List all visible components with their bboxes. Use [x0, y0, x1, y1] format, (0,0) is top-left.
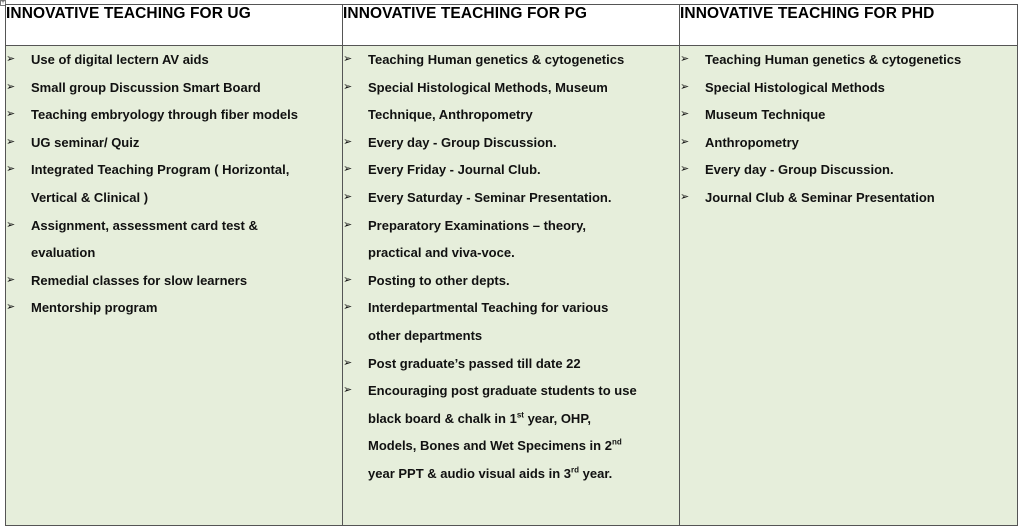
list-item: [343, 350, 679, 378]
list-item: [680, 46, 1017, 74]
list-item-text: Assignment, assessment card test & evaluation: [31, 217, 258, 261]
list-item: [6, 156, 342, 211]
list-item: [680, 74, 1017, 102]
arrow-bullet-icon: ➢: [6, 108, 16, 121]
arrow-bullet-icon: ➢: [6, 53, 16, 65]
arrow-bullet-icon: ➢: [680, 80, 690, 93]
heading-pg: INNOVATIVE TEACHING FOR PG: [343, 5, 680, 46]
ug-cell: [6, 46, 343, 526]
arrow-bullet-icon: ➢: [343, 218, 353, 231]
list-item-text: Every Friday - Journal Club.: [368, 162, 541, 178]
list-item: [6, 74, 342, 102]
list-item-text: Teaching Human genetics & cytogenetics: [368, 52, 625, 67]
list-item-text: Journal Club & Seminar Presentation: [705, 189, 935, 205]
list-item-text: UG seminar/ Quiz: [31, 134, 140, 150]
arrow-bullet-icon: ➢: [680, 108, 690, 121]
header-row: [6, 5, 1018, 46]
arrow-bullet-icon: ➢: [343, 273, 353, 286]
arrow-bullet-icon: ➢: [343, 190, 353, 203]
arrow-bullet-icon: ➢: [6, 80, 16, 93]
list-item-text: Posting to other depts.: [368, 272, 510, 288]
list-item: [6, 294, 342, 322]
list-item: [6, 101, 342, 129]
list-item-text: Preparatory Examinations – theory, practical and viva-voce.: [368, 217, 586, 261]
arrow-bullet-icon: ➢: [680, 135, 690, 148]
list-item-text: Remedial classes for slow learners: [31, 272, 248, 288]
arrow-bullet-icon: ➢: [6, 301, 16, 314]
list-item: [6, 212, 342, 267]
list-item: [343, 377, 679, 487]
table-move-handle-icon[interactable]: +: [1, 0, 5, 6]
arrow-bullet-icon: ➢: [680, 163, 690, 176]
pg-list: [343, 46, 679, 488]
list-item-text: Encouraging post graduate students to use black board & chalk in 1st year, OHP, Models, Bones and Wet Specimens in 2nd year PPT & audio visual aids in 3rd year.: [368, 383, 637, 481]
phd-list: [680, 46, 1017, 212]
list-item-text: Every day - Group Discussion.: [368, 134, 557, 150]
arrow-bullet-icon: ➢: [343, 356, 353, 369]
list-item: [343, 74, 679, 129]
arrow-bullet-icon: ➢: [6, 273, 16, 286]
list-item: [343, 212, 679, 267]
list-item-text: Special Histological Methods, Museum Technique, Anthropometry: [368, 79, 608, 123]
list-item: [680, 184, 1017, 212]
list-item: [343, 129, 679, 157]
list-item-text: Every day - Group Discussion.: [705, 162, 894, 178]
arrow-bullet-icon: ➢: [343, 53, 353, 65]
list-item-text: Interdepartmental Teaching for various other departments: [368, 300, 609, 343]
list-item: [6, 129, 342, 157]
arrow-bullet-icon: ➢: [680, 53, 690, 65]
list-item-text: Teaching embryology through fiber models: [31, 107, 299, 123]
list-item-text: Museum Technique: [705, 107, 826, 123]
list-item-text: Mentorship program: [31, 300, 158, 316]
arrow-bullet-icon: ➢: [343, 384, 353, 397]
arrow-bullet-icon: ➢: [6, 163, 16, 176]
ug-list: [6, 46, 342, 322]
list-item: [343, 184, 679, 212]
list-item: [343, 267, 679, 295]
list-item-text: Every Saturday - Seminar Presentation.: [368, 189, 612, 205]
list-item-text: Use of digital lectern AV aids: [31, 52, 209, 67]
list-item-text: Integrated Teaching Program ( Horizontal, Vertical & Clinical ): [31, 162, 290, 205]
list-item: [6, 46, 342, 74]
list-item-text: Post graduate’s passed till date 22: [368, 355, 581, 371]
arrow-bullet-icon: ➢: [6, 135, 16, 148]
list-item: [680, 129, 1017, 157]
list-item: [680, 101, 1017, 129]
teaching-table: [5, 4, 1018, 526]
list-item: [343, 156, 679, 184]
body-row: [6, 46, 1018, 526]
heading-ug: INNOVATIVE TEACHING FOR UG: [6, 5, 343, 46]
list-item-text: Small group Discussion Smart Board: [31, 79, 261, 95]
list-item: [343, 294, 679, 349]
list-item-text: Anthropometry: [705, 134, 799, 150]
list-item-text: Special Histological Methods: [705, 79, 885, 95]
arrow-bullet-icon: ➢: [343, 80, 353, 93]
arrow-bullet-icon: ➢: [343, 135, 353, 148]
list-item: [6, 267, 342, 295]
heading-phd: INNOVATIVE TEACHING FOR PHD: [680, 5, 1018, 46]
list-item: [343, 46, 679, 74]
list-item: [680, 156, 1017, 184]
pg-cell: [343, 46, 680, 526]
phd-cell: [680, 46, 1018, 526]
arrow-bullet-icon: ➢: [6, 218, 16, 231]
arrow-bullet-icon: ➢: [680, 190, 690, 203]
arrow-bullet-icon: ➢: [343, 301, 353, 314]
arrow-bullet-icon: ➢: [343, 163, 353, 176]
list-item-text: Teaching Human genetics & cytogenetics: [705, 52, 962, 67]
